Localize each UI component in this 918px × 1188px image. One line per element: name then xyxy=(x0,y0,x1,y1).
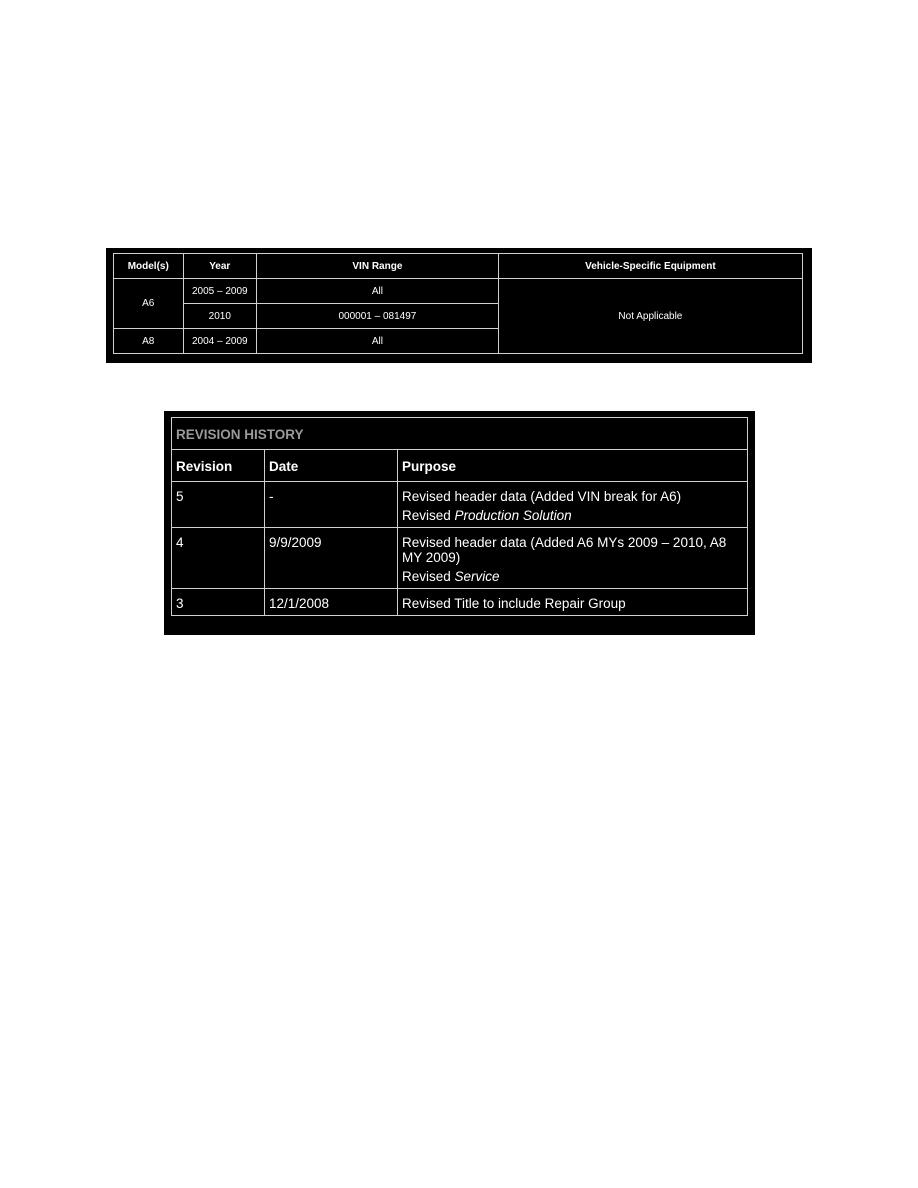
revision-cell: 4 xyxy=(172,528,265,589)
revision-history-panel xyxy=(164,411,755,635)
revision-cell: 3 xyxy=(172,589,265,616)
revision-history-title-row xyxy=(172,418,748,450)
column-header-equipment: Vehicle-Specific Equipment xyxy=(498,254,802,279)
column-header-year: Year xyxy=(183,254,257,279)
applicability-table xyxy=(113,253,803,354)
purpose-cell xyxy=(398,528,748,589)
vin-range-cell: All xyxy=(257,279,499,304)
table-header-row xyxy=(114,254,803,279)
column-header-vin-range: VIN Range xyxy=(257,254,499,279)
revision-history-title: REVISION HISTORY xyxy=(172,418,748,450)
table-row xyxy=(172,528,748,589)
purpose-cell: Revised Title to include Repair Group xyxy=(398,589,748,616)
table-header-row xyxy=(172,450,748,482)
revision-cell: 5 xyxy=(172,482,265,528)
table-row xyxy=(172,589,748,616)
applicability-panel xyxy=(106,248,812,363)
model-cell: A8 xyxy=(114,329,184,354)
table-row xyxy=(114,279,803,304)
purpose-line xyxy=(402,508,743,523)
column-header-revision: Revision xyxy=(172,450,265,482)
purpose-line: Revised header data (Added VIN break for A6) xyxy=(402,489,682,504)
column-header-purpose: Purpose xyxy=(398,450,748,482)
year-cell: 2010 xyxy=(183,304,257,329)
column-header-date: Date xyxy=(265,450,398,482)
purpose-prefix: Revised xyxy=(402,569,455,584)
date-cell: - xyxy=(265,482,398,528)
revision-history-table xyxy=(171,417,748,616)
column-header-models: Model(s) xyxy=(114,254,184,279)
vin-range-cell: All xyxy=(257,329,499,354)
year-cell: 2004 – 2009 xyxy=(183,329,257,354)
date-cell: 12/1/2008 xyxy=(265,589,398,616)
vin-range-cell: 000001 – 081497 xyxy=(257,304,499,329)
model-cell: A6 xyxy=(114,279,184,329)
table-row xyxy=(172,482,748,528)
purpose-prefix: Revised xyxy=(402,508,455,523)
purpose-cell xyxy=(398,482,748,528)
purpose-line: Revised header data (Added A6 MYs 2009 – 2010, A8 MY 2009) xyxy=(402,535,727,565)
date-cell: 9/9/2009 xyxy=(265,528,398,589)
equipment-cell: Not Applicable xyxy=(498,279,802,354)
year-cell: 2005 – 2009 xyxy=(183,279,257,304)
purpose-line xyxy=(402,569,743,584)
purpose-emphasis: Service xyxy=(454,569,500,584)
purpose-emphasis: Production Solution xyxy=(454,508,572,523)
